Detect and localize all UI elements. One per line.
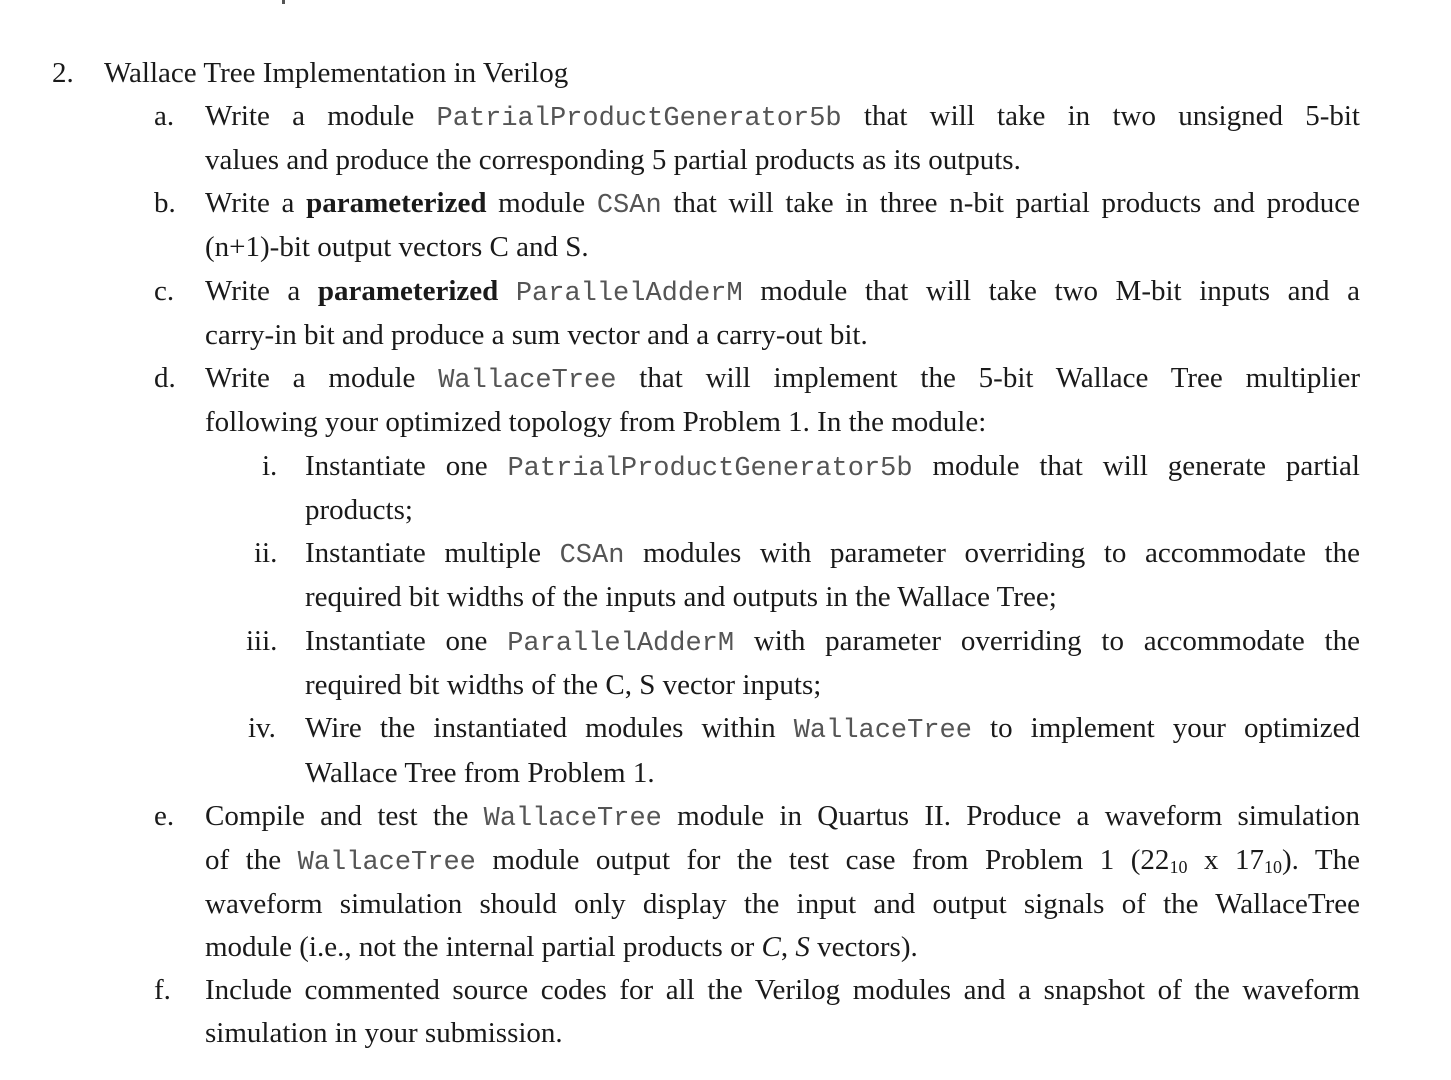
- subitem-iv-text: to implement your optimized: [971, 712, 1361, 744]
- item-a-line-2: values and produce the corresponding 5 partial products as its outputs.: [205, 144, 1021, 176]
- item-e-text: module output for the test case from Problem 1 (22: [475, 844, 1170, 876]
- item-a-line-1: [205, 99, 1360, 136]
- subitem-ii-line-1: [305, 536, 1360, 573]
- subscript-base-10: 10: [1264, 857, 1282, 877]
- item-c-line-2: carry-in bit and produce a sum vector and a carry-out bit.: [205, 319, 868, 351]
- subitem-iv-line-1: [305, 711, 1360, 748]
- item-b-text: Write a: [205, 187, 307, 219]
- item-e-line-1: [205, 799, 1360, 836]
- subitem-iv-text: Wire the instantiated modules within: [305, 712, 794, 744]
- item-d-text: Write a module: [205, 362, 439, 394]
- code-wallace-tree: WallaceTree: [793, 716, 972, 746]
- code-parallel-adder: ParallelAdderM: [515, 279, 743, 309]
- item-a-marker: a.: [154, 100, 175, 132]
- item-e-text: x 17: [1187, 844, 1264, 876]
- code-csan: CSAn: [596, 191, 662, 221]
- item-d-line-2: following your optimized topology from Problem 1. In the module:: [205, 406, 987, 438]
- subitem-iv-line-2: Wallace Tree from Problem 1.: [305, 757, 655, 789]
- item-e-marker: e.: [154, 800, 175, 832]
- item-e-text: vectors).: [809, 931, 918, 963]
- italic-c: C: [761, 931, 781, 963]
- subitem-ii-text: Instantiate multiple: [305, 537, 560, 569]
- subitem-i-marker: i.: [262, 450, 278, 482]
- item-e-line-4: [205, 930, 918, 964]
- item-d-marker: d.: [154, 362, 176, 394]
- item-f-line-2: simulation in your submission.: [205, 1017, 563, 1049]
- italic-s: S: [795, 931, 810, 963]
- item-b-text: module: [486, 187, 597, 219]
- subitem-i-text: module that will generate partial: [912, 450, 1360, 482]
- item-c-line-1: [205, 274, 1360, 311]
- item-f-marker: f.: [154, 974, 171, 1006]
- item-e-line-3: waveform simulation should only display the input and output signals of the WallaceTree: [205, 888, 1360, 920]
- subscript-base-10: 10: [1169, 857, 1188, 877]
- bold-parameterized: parameterized: [306, 187, 487, 219]
- item-e-text: ,: [780, 931, 796, 963]
- subitem-i-line-2: products;: [305, 494, 413, 526]
- item-e-line-2: [205, 843, 1360, 880]
- item-b-marker: b.: [154, 187, 176, 219]
- item-c-text: [498, 275, 516, 307]
- item-d-line-1: [205, 361, 1360, 398]
- subitem-i-line-1: [305, 449, 1360, 486]
- item-a-text: Write a module: [205, 100, 437, 132]
- subitem-iii-marker: iii.: [246, 625, 278, 657]
- item-e-text: Compile and test the: [205, 800, 484, 832]
- code-wallace-tree: WallaceTree: [483, 804, 662, 834]
- subitem-i-text: Instantiate one: [305, 450, 508, 482]
- item-b-line-1: [205, 186, 1360, 223]
- bold-parameterized: parameterized: [317, 275, 499, 307]
- section-title: Wallace Tree Implementation in Verilog: [104, 57, 569, 89]
- item-e-text: of the: [205, 844, 298, 876]
- item-c-text: module that will take two M-bit inputs and a: [742, 275, 1361, 307]
- code-csan: CSAn: [559, 541, 625, 571]
- code-patrial-product-generator: PatrialProductGenerator5b: [507, 454, 913, 484]
- subitem-iii-text: Instantiate one: [305, 625, 508, 657]
- item-e-text: ). The: [1282, 844, 1360, 876]
- subitem-iv-marker: iv.: [248, 712, 276, 744]
- subitem-iii-line-2: required bit widths of the C, S vector inputs;: [305, 669, 822, 701]
- subitem-iii-line-1: [305, 624, 1360, 661]
- item-d-text: that will implement the 5-bit Wallace Tree multiplier: [616, 362, 1360, 394]
- subitem-iii-text: with parameter overriding to accommodate the: [734, 625, 1360, 657]
- item-a-text: that will take in two unsigned 5-bit: [841, 100, 1360, 132]
- subitem-ii-text: modules with parameter overriding to accommodate the: [624, 537, 1360, 569]
- code-parallel-adder: ParallelAdderM: [507, 629, 735, 659]
- section-number: 2.: [52, 57, 74, 89]
- item-b-text: that will take in three n-bit partial products and produce: [661, 187, 1360, 219]
- item-e-text: module (i.e., not the internal partial products or: [205, 931, 762, 963]
- code-wallace-tree: WallaceTree: [438, 366, 617, 396]
- item-c-marker: c.: [154, 275, 175, 307]
- code-patrial-product-generator: PatrialProductGenerator5b: [436, 104, 842, 134]
- subitem-ii-line-2: required bit widths of the inputs and outputs in the Wallace Tree;: [305, 581, 1057, 613]
- code-wallace-tree: WallaceTree: [297, 848, 476, 878]
- item-f-line-1: Include commented source codes for all the Verilog modules and a snapshot of the waveform: [205, 974, 1360, 1006]
- page-fragment-mark: [282, 0, 285, 4]
- item-b-line-2: (n+1)-bit output vectors C and S.: [205, 231, 589, 263]
- item-c-text: Write a: [205, 275, 318, 307]
- subitem-ii-marker: ii.: [254, 537, 278, 569]
- item-e-text: module in Quartus II. Produce a waveform simulation: [661, 800, 1360, 832]
